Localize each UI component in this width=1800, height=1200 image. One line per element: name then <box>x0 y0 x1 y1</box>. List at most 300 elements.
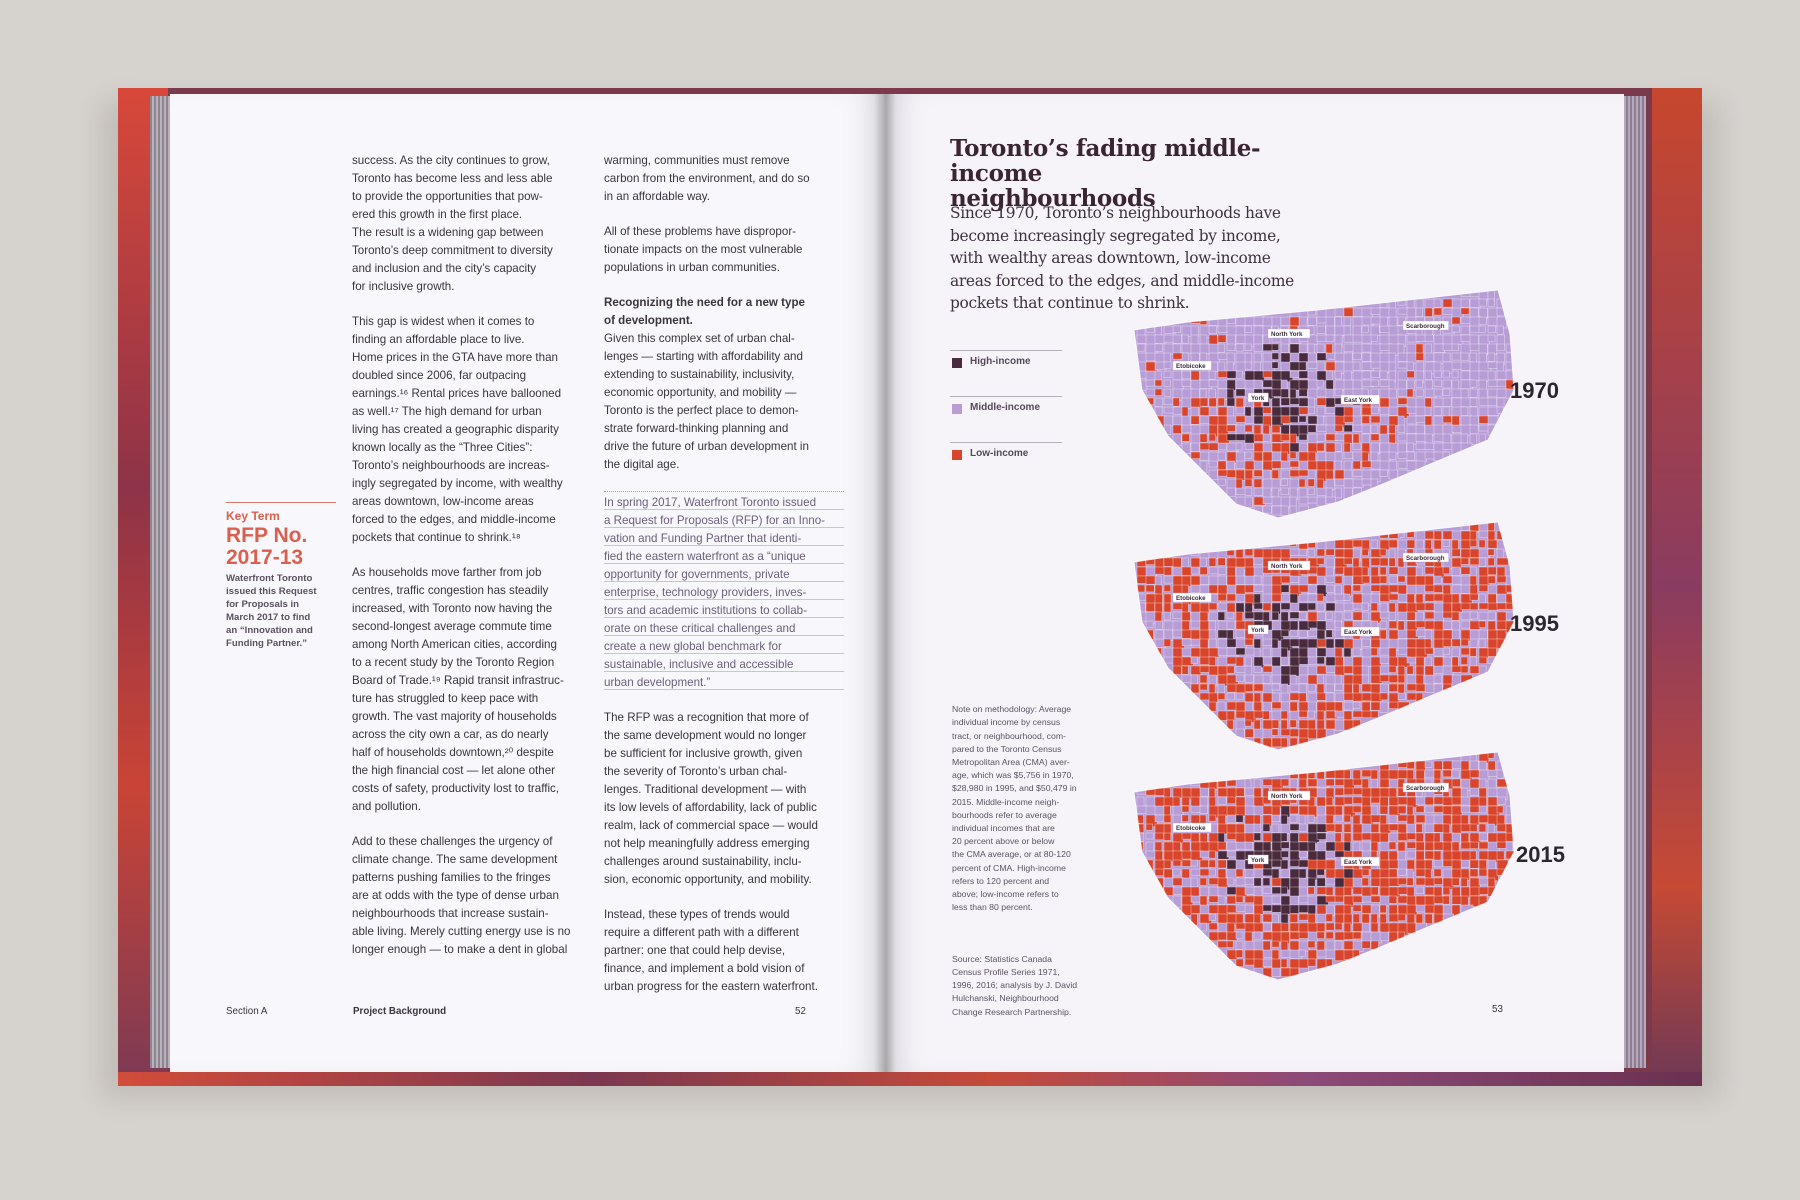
census-tract <box>1380 371 1387 380</box>
census-tract <box>1146 833 1153 839</box>
census-tract <box>1209 815 1216 821</box>
census-tract <box>1326 684 1334 692</box>
census-tract <box>1470 540 1477 547</box>
census-tract <box>1443 398 1451 406</box>
census-tract <box>1479 806 1487 813</box>
census-tract <box>1443 896 1449 904</box>
census-tract <box>1263 932 1273 940</box>
census-tract <box>1245 443 1254 450</box>
census-tract <box>1263 878 1270 886</box>
census-tract <box>1488 353 1495 362</box>
census-tract <box>1452 344 1459 351</box>
census-tract <box>1263 461 1272 470</box>
census-tract <box>1263 407 1271 413</box>
census-tract <box>1236 567 1244 577</box>
census-tract <box>1317 815 1327 825</box>
census-tract <box>1362 702 1370 712</box>
census-tract <box>1353 932 1361 939</box>
census-tract <box>1353 407 1361 417</box>
census-tract <box>1281 594 1291 601</box>
census-tract <box>1407 389 1413 397</box>
census-tract <box>1182 666 1188 674</box>
census-tract <box>1335 896 1344 902</box>
census-tract <box>1164 806 1170 816</box>
census-tract <box>1182 851 1192 859</box>
census-tract <box>1182 639 1192 646</box>
census-tract <box>1443 666 1453 675</box>
svg-text:Scarborough: Scarborough <box>1406 785 1445 792</box>
census-tract <box>1434 371 1441 377</box>
census-tract <box>1353 648 1360 656</box>
census-tract <box>1407 657 1416 663</box>
census-tract <box>1254 869 1264 878</box>
census-tract <box>1407 416 1417 424</box>
census-tract <box>1227 851 1236 857</box>
census-tract <box>1389 452 1396 460</box>
census-tract <box>1362 923 1369 932</box>
census-tract <box>1155 344 1163 352</box>
census-tract <box>1326 887 1333 895</box>
census-tract <box>1479 657 1487 664</box>
census-tract <box>1200 558 1206 568</box>
census-tract <box>1434 434 1444 442</box>
census-tract <box>1371 371 1380 378</box>
census-tract <box>1317 684 1324 694</box>
census-tract <box>1308 398 1315 408</box>
census-tract <box>1326 452 1336 461</box>
census-tract <box>1218 558 1225 566</box>
census-tract <box>1281 657 1288 665</box>
census-tract <box>1200 905 1210 914</box>
census-tract <box>1227 362 1233 371</box>
census-tract <box>1173 896 1181 907</box>
census-tract <box>1317 603 1325 611</box>
census-tract <box>1227 612 1234 618</box>
census-tract <box>1245 603 1252 612</box>
census-tract <box>1245 497 1253 508</box>
census-tract <box>1470 666 1479 674</box>
census-tract <box>1146 380 1155 386</box>
census-tract <box>1353 362 1360 371</box>
census-tract <box>1236 317 1246 326</box>
census-tract <box>1272 860 1281 867</box>
census-tract <box>1209 317 1218 325</box>
census-tract <box>1425 887 1434 895</box>
census-tract <box>1380 558 1388 566</box>
census-tract <box>1326 344 1332 354</box>
census-tract <box>1182 630 1191 638</box>
census-tract <box>1380 576 1387 583</box>
census-tract <box>1272 824 1279 833</box>
census-tract <box>1218 362 1225 372</box>
census-tract <box>1398 425 1405 432</box>
census-tract <box>1425 896 1435 905</box>
census-tract <box>1209 603 1217 610</box>
census-tract <box>1353 905 1361 911</box>
census-tract <box>1380 567 1386 575</box>
census-tract <box>1272 389 1282 397</box>
census-tract <box>1218 869 1226 879</box>
census-tract <box>1416 824 1422 833</box>
census-tract <box>1425 308 1432 317</box>
census-tract <box>1236 576 1245 585</box>
census-tract <box>1353 344 1362 354</box>
census-tract <box>1416 398 1425 408</box>
census-tract <box>1461 326 1470 335</box>
census-tract <box>1290 549 1300 555</box>
census-tract <box>1317 326 1326 334</box>
svg-text:Etobicoke: Etobicoke <box>1176 595 1206 602</box>
census-tract <box>1218 479 1225 485</box>
census-tract <box>1497 612 1507 621</box>
census-tract <box>1209 869 1216 876</box>
census-tract <box>1407 851 1416 858</box>
census-tract <box>1317 657 1324 664</box>
census-tract <box>1227 621 1235 629</box>
census-tract <box>1281 869 1290 878</box>
census-tract <box>1335 675 1341 684</box>
census-tract <box>1263 950 1272 957</box>
census-tract <box>1380 630 1386 639</box>
census-tract <box>1353 425 1363 432</box>
footer-section: Section A <box>226 1006 268 1017</box>
census-tract <box>1308 779 1318 787</box>
census-tract <box>1236 630 1245 638</box>
census-tract <box>1371 326 1379 336</box>
census-tract <box>1335 567 1344 574</box>
census-tract <box>1434 407 1441 415</box>
census-tract <box>1173 860 1181 866</box>
census-tract <box>1182 869 1190 878</box>
census-tract <box>1245 612 1254 619</box>
census-tract <box>1389 684 1398 692</box>
census-tract <box>1299 470 1309 476</box>
census-tract <box>1371 824 1379 833</box>
census-tract <box>1137 842 1143 850</box>
svg-text:Etobicoke: Etobicoke <box>1176 825 1206 832</box>
census-tract <box>1281 959 1287 967</box>
census-tract <box>1209 657 1216 665</box>
census-tract <box>1470 594 1478 600</box>
census-tract <box>1227 896 1236 904</box>
census-tract <box>1200 684 1207 690</box>
census-tract <box>1281 720 1287 730</box>
census-tract <box>1281 923 1289 931</box>
census-tract <box>1425 630 1432 640</box>
census-tract <box>1254 833 1261 840</box>
legend-item-middle <box>950 394 1062 440</box>
census-tract <box>1191 833 1199 842</box>
census-tract <box>1254 675 1263 684</box>
census-tract <box>1434 887 1442 896</box>
census-tract <box>1398 398 1408 404</box>
census-tract <box>1407 540 1415 548</box>
census-tract <box>1290 389 1296 399</box>
census-tract <box>1209 684 1215 693</box>
census-tract <box>1200 657 1210 665</box>
census-tract <box>1290 684 1300 692</box>
census-tract <box>1254 779 1261 788</box>
census-tract <box>1344 711 1352 720</box>
census-tract <box>1245 452 1252 458</box>
census-tract <box>1317 407 1325 417</box>
census-tract <box>1155 851 1163 861</box>
census-tract <box>1137 576 1147 583</box>
census-tract <box>1146 389 1155 396</box>
neighbourhood-label <box>1248 393 1268 402</box>
svg-text:York: York <box>1251 857 1265 864</box>
census-tract <box>1263 887 1271 894</box>
census-tract <box>1371 452 1378 461</box>
census-tract <box>1362 639 1370 646</box>
methodology-text: Note on methodology: Average individual income by census tract, or neighbourhood, com- pared to the Toronto Census Metropolitan Area (CMA) aver- age, which was $5,756 in 1970, $28,980 in 1995, and $50,479 in 2015. Middle-income neigh- bourhoods refer to average individual incomes that are 20 percent above or below the CMA average, or at 80-120 percent of CMA. High-income refers to 120 percent and above; low-income refers to less than 80 percent. <box>952 704 1077 913</box>
census-tract <box>1317 621 1326 631</box>
census-tract <box>1461 371 1470 380</box>
census-tract <box>1470 407 1478 416</box>
census-tract <box>1164 416 1173 426</box>
census-tract <box>1470 806 1480 812</box>
census-tract <box>1452 770 1459 778</box>
census-tract <box>1236 860 1246 870</box>
census-tract <box>1326 851 1336 858</box>
census-tract <box>1254 878 1261 886</box>
census-tract <box>1173 335 1181 343</box>
census-tract <box>1272 729 1278 735</box>
census-tract <box>1254 452 1263 461</box>
census-tract <box>1236 878 1246 885</box>
census-tract <box>1245 896 1255 903</box>
census-tract <box>1335 470 1344 479</box>
page-number-left: 52 <box>795 1006 806 1017</box>
census-tract <box>1344 317 1351 326</box>
census-tract <box>1425 797 1433 805</box>
census-tract <box>1326 914 1333 922</box>
census-tract <box>1281 407 1290 416</box>
census-tract <box>1299 824 1307 831</box>
census-tract <box>1281 738 1287 747</box>
book-gutter <box>874 94 896 1072</box>
census-tract <box>1389 815 1397 824</box>
census-tract <box>1488 612 1496 620</box>
census-tract <box>1254 344 1263 352</box>
census-tract <box>1362 612 1369 621</box>
census-tract <box>1281 833 1287 841</box>
census-tract <box>1362 788 1371 797</box>
census-tract <box>1245 878 1254 885</box>
census-tract <box>1155 380 1162 386</box>
census-tract <box>1461 860 1469 868</box>
census-tract <box>1263 702 1271 711</box>
census-tract <box>1389 860 1399 869</box>
census-tract <box>1263 425 1269 434</box>
census-tract <box>1263 648 1271 657</box>
census-tract <box>1425 639 1431 648</box>
census-tract <box>1164 869 1172 878</box>
census-tract <box>1506 585 1516 592</box>
census-tract <box>1353 923 1363 931</box>
census-tract <box>1380 603 1388 613</box>
census-tract <box>1434 389 1442 396</box>
census-tract <box>1326 630 1332 637</box>
census-tract <box>1416 797 1426 805</box>
census-tract <box>1263 779 1273 785</box>
census-tract <box>1227 788 1236 798</box>
census-tract <box>1443 576 1452 584</box>
census-tract <box>1281 702 1290 712</box>
census-tract <box>1155 326 1162 336</box>
census-tract <box>1425 842 1434 851</box>
census-tract <box>1371 779 1377 788</box>
census-tract <box>1272 914 1278 923</box>
census-tract <box>1344 434 1352 443</box>
census-tract <box>1398 675 1405 683</box>
census-tract <box>1362 585 1372 595</box>
census-tract <box>1497 824 1506 832</box>
census-tract <box>1326 824 1335 831</box>
census-tract <box>1308 461 1317 470</box>
census-tract <box>1389 558 1395 566</box>
census-tract <box>1245 675 1254 682</box>
census-tract <box>1254 702 1262 712</box>
census-tract <box>1398 869 1406 875</box>
census-tract <box>1308 950 1317 959</box>
census-tract <box>1209 326 1217 334</box>
census-tract <box>1209 380 1218 387</box>
census-tract <box>1452 666 1462 672</box>
neighbourhood-label <box>1173 823 1211 832</box>
census-tract <box>1209 434 1216 441</box>
census-tract <box>1497 851 1504 860</box>
census-tract <box>1434 648 1444 656</box>
svg-text:East York: East York <box>1344 859 1372 866</box>
census-tract <box>1353 702 1360 709</box>
paragraph: Add to these challenges the urgency of climate change. The same development patterns pushing families to the fringes are at odds with the type of dense urban neighbourhoods that increase sustain- able living. Merely cutting energy use is no longer enough — to make a dent in global <box>352 835 571 956</box>
census-tract <box>1479 317 1486 325</box>
census-tract <box>1452 779 1461 787</box>
income-legend <box>950 348 1062 486</box>
census-tract <box>1362 711 1371 718</box>
census-tract <box>1245 344 1252 351</box>
census-tract <box>1245 362 1252 369</box>
census-tract <box>1227 594 1236 601</box>
census-tract <box>1497 806 1503 813</box>
census-tract <box>1398 371 1408 380</box>
census-tract <box>1281 711 1288 719</box>
census-tract <box>1335 914 1344 923</box>
census-tract <box>1344 470 1352 479</box>
census-tract <box>1272 968 1280 977</box>
census-tract <box>1245 941 1255 951</box>
census-tract <box>1371 558 1381 566</box>
census-tract <box>1308 878 1315 886</box>
census-tract <box>1290 353 1300 363</box>
census-tract <box>1173 416 1182 425</box>
census-tract <box>1173 371 1182 380</box>
census-tract <box>1380 621 1387 629</box>
census-tract <box>1443 567 1450 574</box>
census-tract <box>1155 842 1162 851</box>
census-tract <box>1389 389 1397 399</box>
census-tract <box>1218 612 1225 620</box>
census-tract <box>1398 914 1406 921</box>
census-tract <box>1470 824 1477 832</box>
census-tract <box>1443 389 1450 395</box>
rfp-quote: In spring 2017, Waterfront Toronto issued a Request for Proposals (RFP) for an Inno- vation and Funding Partner that identi- fied the eastern waterfront as a “unique opportunity for governments, private enterprise, technology providers, inves- tors and academic institutions to collab- orate on these critical challenges and create a new global benchmark for sustainable, inclusive and accessible urban development.” <box>604 491 844 692</box>
legend-swatch <box>952 450 962 460</box>
census-tract <box>1425 353 1434 362</box>
census-tract <box>1272 353 1279 360</box>
census-tract <box>1398 531 1404 537</box>
census-tract <box>1236 461 1246 469</box>
census-tract <box>1434 299 1441 307</box>
census-tract <box>1245 842 1253 850</box>
census-tract <box>1272 738 1282 747</box>
census-tract <box>1317 878 1325 886</box>
census-tract <box>1227 425 1236 431</box>
census-tract <box>1470 576 1477 585</box>
census-tract <box>1245 648 1255 655</box>
census-tract <box>1461 443 1472 454</box>
census-tract <box>1344 693 1354 700</box>
census-tract <box>1281 434 1289 441</box>
census-tract <box>1173 869 1180 876</box>
census-tract <box>1254 711 1263 718</box>
census-tract <box>1416 905 1425 912</box>
census-tract <box>1227 470 1236 477</box>
census-tract <box>1452 594 1459 603</box>
census-tract <box>1479 398 1489 405</box>
census-tract <box>1164 815 1171 823</box>
census-tract <box>1488 362 1498 368</box>
census-tract <box>1245 959 1255 965</box>
census-tract <box>1497 558 1508 565</box>
census-tract <box>1254 612 1264 620</box>
census-tract <box>1380 878 1390 888</box>
census-tract <box>1479 326 1485 333</box>
census-tract <box>1398 594 1408 602</box>
census-tract <box>1191 416 1199 424</box>
census-tract <box>1200 434 1207 442</box>
census-tract <box>1290 914 1298 923</box>
census-tract <box>1452 371 1458 378</box>
census-tract <box>1353 896 1363 903</box>
census-tract <box>1443 657 1452 666</box>
census-tract <box>1209 371 1215 379</box>
census-tract <box>1389 540 1397 548</box>
infographic-title: Toronto’s fading middle-income neighbourhoods <box>950 135 1261 212</box>
census-tract <box>1326 398 1335 407</box>
census-tract <box>1371 335 1377 342</box>
census-tract <box>1416 335 1425 341</box>
census-tract <box>1353 585 1361 591</box>
census-tract <box>1362 335 1372 343</box>
census-tract <box>1263 684 1273 694</box>
census-tract <box>1173 434 1181 446</box>
census-tract <box>1470 344 1479 350</box>
census-tract <box>1317 380 1323 387</box>
census-tract <box>1317 344 1324 353</box>
census-tract <box>1200 878 1207 885</box>
census-tract <box>1218 932 1227 940</box>
census-tract <box>1281 488 1289 495</box>
census-tract <box>1299 549 1307 556</box>
census-tract <box>1317 558 1324 564</box>
census-tract <box>1236 720 1245 730</box>
census-tract <box>1227 693 1235 700</box>
census-tract <box>1317 923 1325 932</box>
census-tract <box>1236 815 1243 822</box>
census-tract <box>1335 461 1341 471</box>
